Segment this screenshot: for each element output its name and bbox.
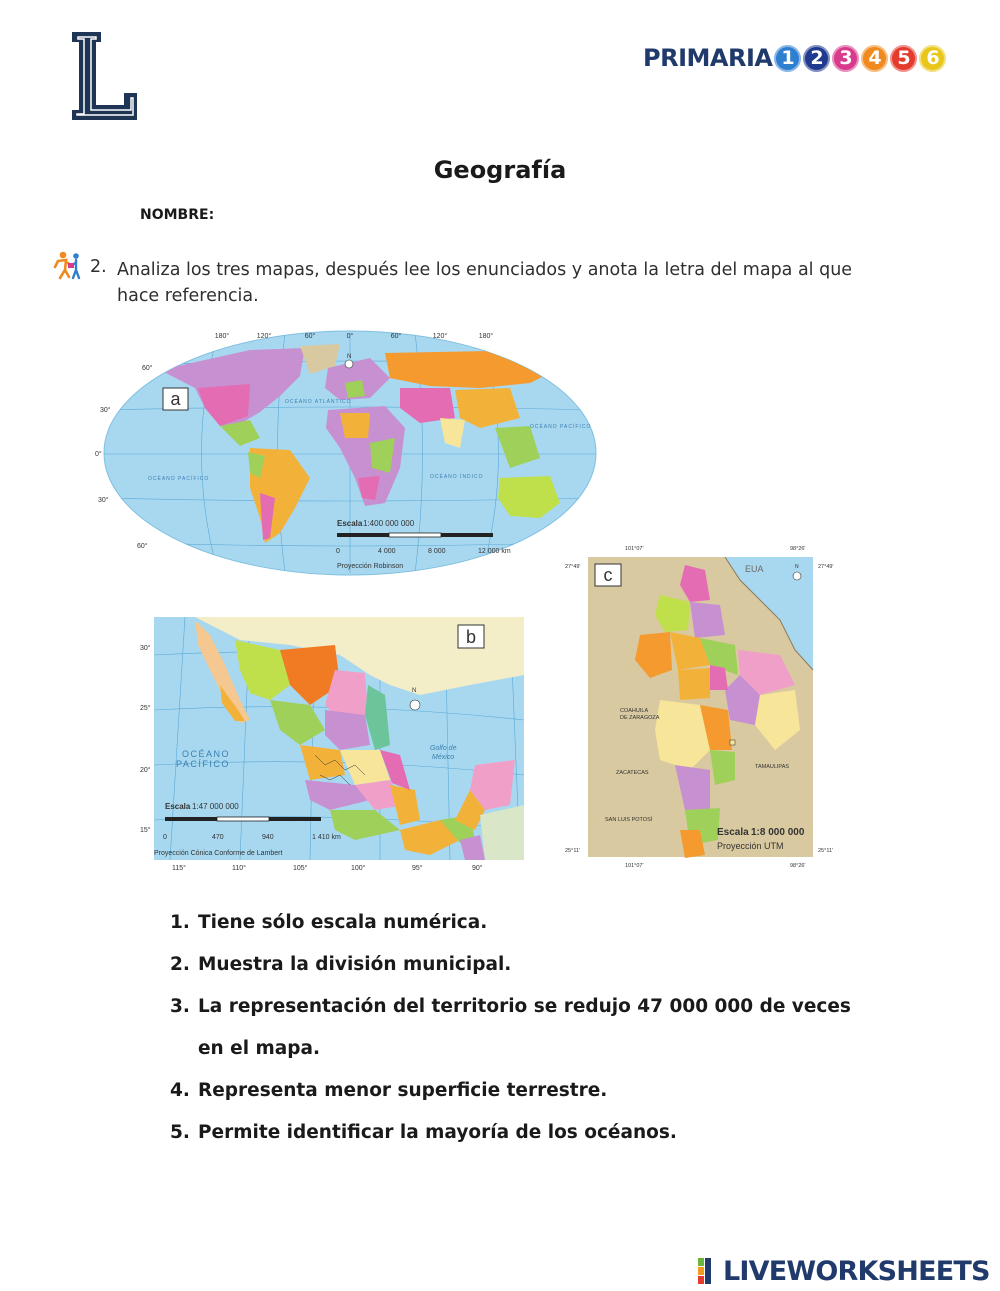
map-a-scale-value: 1:400 000 000 bbox=[363, 519, 415, 528]
map-a-label: a bbox=[170, 389, 181, 409]
question-text: Permite identificar la mayoría de los océanos. bbox=[198, 1122, 677, 1143]
map-a-north-label: N bbox=[347, 354, 352, 360]
brand-digit-circle: 6 bbox=[919, 45, 946, 72]
map-c-region-label: SAN LUIS POTOSÍ bbox=[605, 817, 653, 823]
map-a-lat-label: 0° bbox=[95, 451, 102, 458]
question-text: La representación del territorio se redujo 47 000 000 de veces en el mapa. bbox=[198, 996, 851, 1059]
question-item bbox=[170, 902, 870, 944]
map-b-label: b bbox=[465, 627, 477, 647]
map-b-lat-label: 20° bbox=[140, 767, 151, 774]
instruction-text: Analiza los tres mapas, después lee los enunciados y anota la letra del mapa al que hace referencia. bbox=[117, 260, 853, 306]
mexico-map-b bbox=[140, 615, 525, 875]
question-item bbox=[170, 1070, 870, 1112]
liveworksheets-logo-icon bbox=[698, 1258, 720, 1284]
map-b-ocean-label: PACÍFICO bbox=[176, 759, 230, 769]
map-b-scale-value: 1:47 000 000 bbox=[192, 802, 239, 811]
map-b-lat-label: 15° bbox=[140, 827, 151, 834]
primaria-brand bbox=[643, 40, 946, 76]
brand-digits bbox=[772, 45, 946, 72]
map-a-scale-tick: 12 000 km bbox=[478, 548, 511, 555]
map-b-lon-label: 105° bbox=[293, 865, 308, 872]
map-c-scale-value: 1:8 000 000 bbox=[751, 827, 805, 838]
question-number: 5. bbox=[170, 1122, 190, 1143]
map-b-scale-tick: 470 bbox=[212, 834, 224, 841]
map-b-projection: Proyección Cónica Conforme de Lambert bbox=[154, 850, 283, 857]
map-b-north-label: N bbox=[412, 688, 417, 694]
map-b-lon-label: 115° bbox=[172, 865, 186, 872]
state-map-c bbox=[560, 540, 840, 870]
map-b-lon-label: 95° bbox=[412, 865, 423, 872]
map-b-ocean-label: OCÉANO bbox=[182, 749, 231, 759]
map-c-coord-label: 101°07' bbox=[625, 863, 644, 869]
map-c-lat-label: 27°49' bbox=[565, 564, 581, 570]
map-b-scale-tick: 940 bbox=[262, 834, 274, 841]
map-a-lon-label: 120° bbox=[256, 333, 272, 340]
map-c-scale-title: Escala bbox=[717, 827, 749, 838]
question-number: 4. bbox=[170, 1080, 190, 1101]
map-a-ocean-label: OCÉANO PACÍFICO bbox=[148, 476, 210, 482]
map-b-gulf-label: Golfo de bbox=[430, 745, 457, 752]
question-item bbox=[170, 1112, 870, 1154]
footer-brand: LIVEWORKSHEETS bbox=[723, 1255, 990, 1287]
map-c-country-label: EUA bbox=[745, 564, 764, 574]
map-c-lat-label: 25°11' bbox=[565, 848, 581, 854]
map-c-projection: Proyección UTM bbox=[717, 841, 784, 851]
question-number: 3. bbox=[170, 996, 190, 1017]
question-item bbox=[170, 986, 870, 1070]
map-b-gulf-label: México bbox=[432, 754, 455, 761]
map-a-lon-label: 0° bbox=[346, 333, 354, 340]
name-label: NOMBRE: bbox=[140, 207, 215, 223]
brand-text: PRIMARIA bbox=[643, 44, 773, 72]
map-c-region-label: ZACATECAS bbox=[616, 770, 649, 776]
map-b-lon-label: 100° bbox=[351, 865, 366, 872]
map-c-north-label: N bbox=[795, 564, 799, 570]
school-logo-l bbox=[70, 30, 140, 122]
map-b-lat-label: 25° bbox=[140, 705, 151, 712]
question-text: Muestra la división municipal. bbox=[198, 954, 512, 975]
brand-digit-circle: 1 bbox=[774, 45, 801, 72]
map-a-lat-label: 60° bbox=[142, 365, 153, 372]
map-a-lat-label: 30° bbox=[98, 497, 109, 504]
map-b-lat-label: 30° bbox=[140, 645, 151, 652]
brand-digit-circle: 2 bbox=[803, 45, 830, 72]
map-a-scale-tick: 8 000 bbox=[428, 548, 446, 555]
brand-digit-circle: 5 bbox=[890, 45, 917, 72]
liveworksheets-footer bbox=[698, 1255, 990, 1287]
map-a-lon-label: 180° bbox=[214, 333, 230, 340]
map-a-scale-tick: 0 bbox=[336, 548, 340, 555]
map-a-ocean-label: OCÉANO PACÍFICO bbox=[530, 424, 592, 430]
map-a-lat-label: 30° bbox=[100, 407, 111, 414]
question-text: Representa menor superficie terrestre. bbox=[198, 1080, 608, 1101]
map-c-coord-label: 98°26' bbox=[790, 546, 806, 552]
brand-digit-circle: 3 bbox=[832, 45, 859, 72]
map-a-scale-title: Escala bbox=[337, 519, 363, 528]
map-a-lon-label: 60° bbox=[390, 333, 402, 340]
map-b-scale-tick: 1 410 km bbox=[312, 834, 341, 841]
map-b-lon-label: 110° bbox=[232, 865, 246, 872]
map-a-projection: Proyección Robinson bbox=[337, 563, 404, 570]
question-item bbox=[170, 944, 870, 986]
map-a-lat-label: 60° bbox=[137, 543, 148, 550]
question-text: Tiene sólo escala numérica. bbox=[198, 912, 488, 933]
brand-digit-circle: 4 bbox=[861, 45, 888, 72]
world-map-a bbox=[95, 328, 600, 578]
map-c-lat-label: 27°49' bbox=[818, 564, 834, 570]
activity-people-icon bbox=[54, 250, 82, 280]
map-c-coord-label: 98°26' bbox=[790, 863, 806, 869]
question-number: 2. bbox=[170, 954, 190, 975]
map-c-region-label: COAHUILA bbox=[620, 708, 649, 714]
question-list bbox=[170, 902, 870, 1154]
page-title: Geografía bbox=[433, 156, 567, 184]
instruction-number: 2. bbox=[90, 257, 107, 277]
map-a-lon-label: 60° bbox=[304, 333, 316, 340]
map-c-coord-label: 101°07' bbox=[625, 546, 644, 552]
map-a-ocean-label: OCÉANO ÍNDICO bbox=[430, 474, 484, 480]
map-b-scale-tick: 0 bbox=[163, 834, 167, 841]
question-number: 1. bbox=[170, 912, 190, 933]
map-c-lat-label: 25°11' bbox=[818, 848, 834, 854]
map-a-lon-label: 120° bbox=[432, 333, 448, 340]
map-c-region-label: TAMAULIPAS bbox=[755, 764, 790, 770]
map-c-label: c bbox=[603, 565, 613, 585]
map-b-scale-title: Escala bbox=[165, 802, 191, 811]
map-a-lon-label: 180° bbox=[478, 333, 494, 340]
map-b-lon-label: 90° bbox=[472, 865, 483, 872]
map-a-scale-tick: 4 000 bbox=[378, 548, 396, 555]
map-a-ocean-label: OCÉANO ATLÁNTICO bbox=[285, 399, 352, 405]
map-c-region-label: DE ZARAGOZA bbox=[620, 715, 660, 721]
